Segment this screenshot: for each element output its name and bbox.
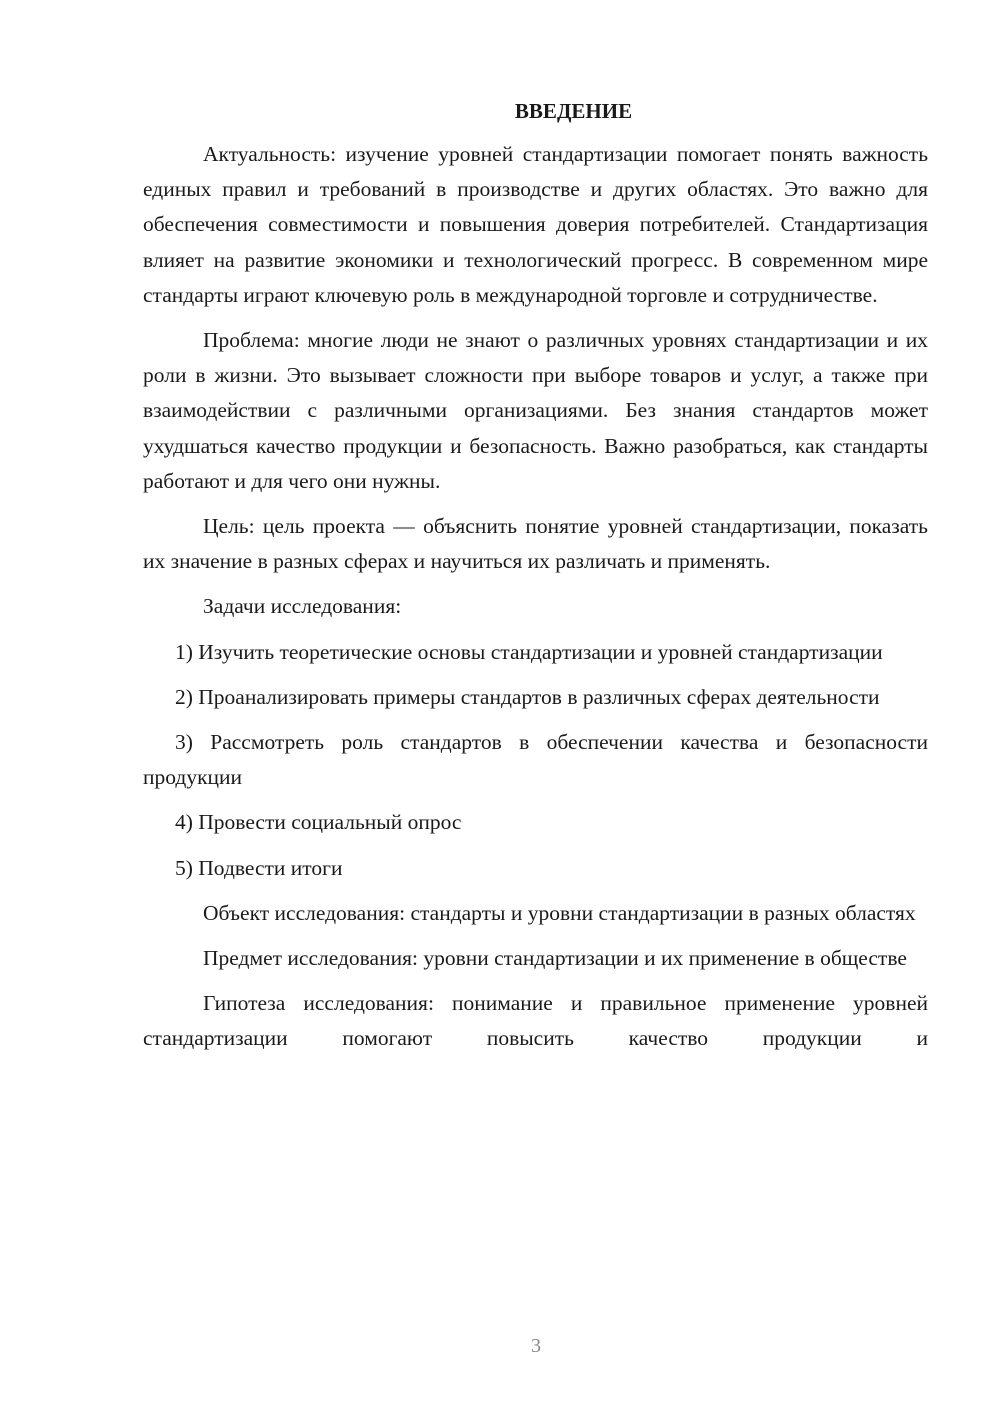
research-subject-paragraph: Предмет исследования: уровни стандартизации и их применение в обществе	[203, 946, 907, 971]
task-item: 2) Проанализировать примеры стандартов в различных сферах деятельности	[175, 684, 880, 709]
page-number: 3	[531, 1335, 541, 1357]
problem-paragraph: Проблема: многие люди не знают о различных уровнях стандартизации и их роли в жизни. Это вызывает сложности при выборе товаров и услуг, а также при взаимодействии с различными организациями. Без знания стандартов может ухудшаться качество продукции и безопасность. Важно разобраться, как стандарты работают и для чего они нужны.	[143, 328, 928, 493]
task-item: 4) Провести социальный опрос	[175, 810, 462, 835]
relevance-paragraph: Актуальность: изучение уровней стандартизации помогает понять важность единых правил и требований в производстве и других областях. Это важно для обеспечения совместимости и повышения доверия потребителей. Стандартизация влияет на развитие экономики и технологический прогресс. В современном мире стандарты играют ключевую роль в международной торговле и сотрудничестве.	[143, 142, 928, 307]
task-item: 5) Подвести итоги	[175, 855, 343, 880]
goal-paragraph: Цель: цель проекта — объяснить понятие уровней стандартизации, показать их значение в разных сферах и научиться их различать и применять.	[143, 514, 928, 574]
hypothesis-paragraph: Гипотеза исследования: понимание и правильное применение уровней стандартизации помогают повысить качество продукции и	[143, 991, 928, 1051]
research-object-paragraph: Объект исследования: стандарты и уровни стандартизации в разных областях	[203, 900, 916, 925]
document-page	[143, 96, 928, 1067]
task-item: 1) Изучить теоретические основы стандартизации и уровней стандартизации	[175, 639, 883, 664]
tasks-heading: Задачи исследования:	[203, 594, 402, 619]
task-item: 3) Рассмотреть роль стандартов в обеспечении качества и безопасности продукции	[143, 730, 928, 790]
page-title: ВВЕДЕНИЕ	[514, 99, 633, 123]
